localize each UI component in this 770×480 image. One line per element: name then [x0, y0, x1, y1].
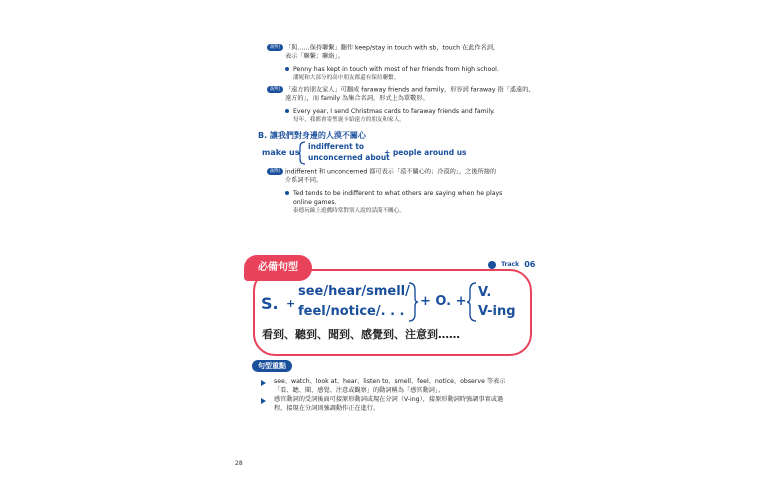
point-2-line-2: 程，接現在分詞則強調動作正在進行。	[274, 405, 380, 412]
pattern-verbs-1: see/hear/smell/	[298, 284, 410, 299]
pattern-plus: +	[286, 297, 296, 310]
example-sentence: Penny has kept in touch with most of her friends from high school.	[285, 66, 499, 74]
example-translation: 泰德玩線上遊戲時常對別人說的話漠不關心。	[293, 208, 405, 214]
triangle-bullet-icon	[261, 380, 266, 386]
example-translation: 潘妮和大部分的高中朋友都還有保持聯繫。	[293, 75, 400, 81]
brace-icon	[297, 141, 307, 165]
note-1	[267, 44, 499, 53]
pattern-object: + O. +	[420, 294, 467, 309]
note-text-cont: 遠方的」，而 family 為集合名詞，形式上為單數形。	[285, 95, 429, 102]
formula-option-1: indifferent to	[308, 142, 365, 151]
point-1-line-2: 「看、聽、聞、感覺、注意或觀察」的動詞稱為「感官動詞」。	[274, 387, 445, 394]
pattern-form-2: V-ing	[478, 304, 516, 319]
note-text: 「與……保持聯繫」翻作 keep/stay in touch with sb，touch 在此作名詞，	[284, 44, 500, 52]
note-2	[267, 86, 535, 95]
bullet-icon	[285, 109, 289, 113]
example-sentence: Every year, I send Christmas cards to faraway friends and family.	[285, 108, 495, 116]
example-sentence: Ted tends to be indifferent to what others are saying when he plays	[285, 190, 502, 198]
pattern-verbs-2: feel/notice/. . .	[298, 304, 405, 319]
formula-end: + people around us	[384, 148, 467, 157]
note-text: indifferent 和 unconcerned 都可表示「漠不關心的；冷漠的」，之後所接的	[284, 168, 497, 176]
note-text: 「遠方的朋友家人」可翻成 faraway friends and family，形容詞 faraway 指「遙遠的、	[284, 86, 535, 94]
example-translation: 每年，我都會寄聖誕卡給遠方的朋友和家人。	[293, 117, 405, 123]
note-tag: 說明	[267, 86, 283, 93]
note-text-cont: 介系詞不同。	[285, 177, 323, 184]
point-2-line-1: 感官動詞的受詞後面可接原形動詞或現在分詞（V-ing），接原形動詞時強調事實或過	[274, 396, 504, 403]
triangle-bullet-icon	[261, 398, 266, 404]
bullet-icon	[285, 191, 289, 195]
note-tag: 說明	[267, 168, 283, 175]
note-text-cont: 表示「聯繫；聯絡」。	[285, 53, 344, 60]
formula-start: make us	[262, 148, 300, 157]
section-b-title: B. 讓我們對身邊的人漠不關心	[258, 131, 366, 140]
points-header: 句型重點	[252, 360, 292, 372]
track-label: Track 06	[488, 254, 535, 273]
headphone-icon	[488, 261, 496, 269]
pattern-form-1: V.	[478, 285, 492, 300]
pattern-meaning: 看到、聽到、聞到、感覺到、注意到……	[262, 328, 460, 341]
example-sentence-cont: online games.	[293, 199, 337, 206]
right-brace-icon	[407, 282, 419, 322]
point-1-line-1: see、watch、look at、hear、listen to、smell、feel、notice、observe 等表示	[274, 378, 506, 385]
note-3	[267, 168, 496, 177]
note-tag: 說明	[267, 44, 283, 51]
pattern-badge: 必備句型	[244, 255, 312, 281]
pattern-subject: S.	[261, 294, 279, 313]
page-number: 28	[235, 460, 243, 467]
bullet-icon	[285, 67, 289, 71]
formula-option-2: unconcerned about	[308, 153, 390, 162]
left-brace-icon	[466, 282, 478, 322]
